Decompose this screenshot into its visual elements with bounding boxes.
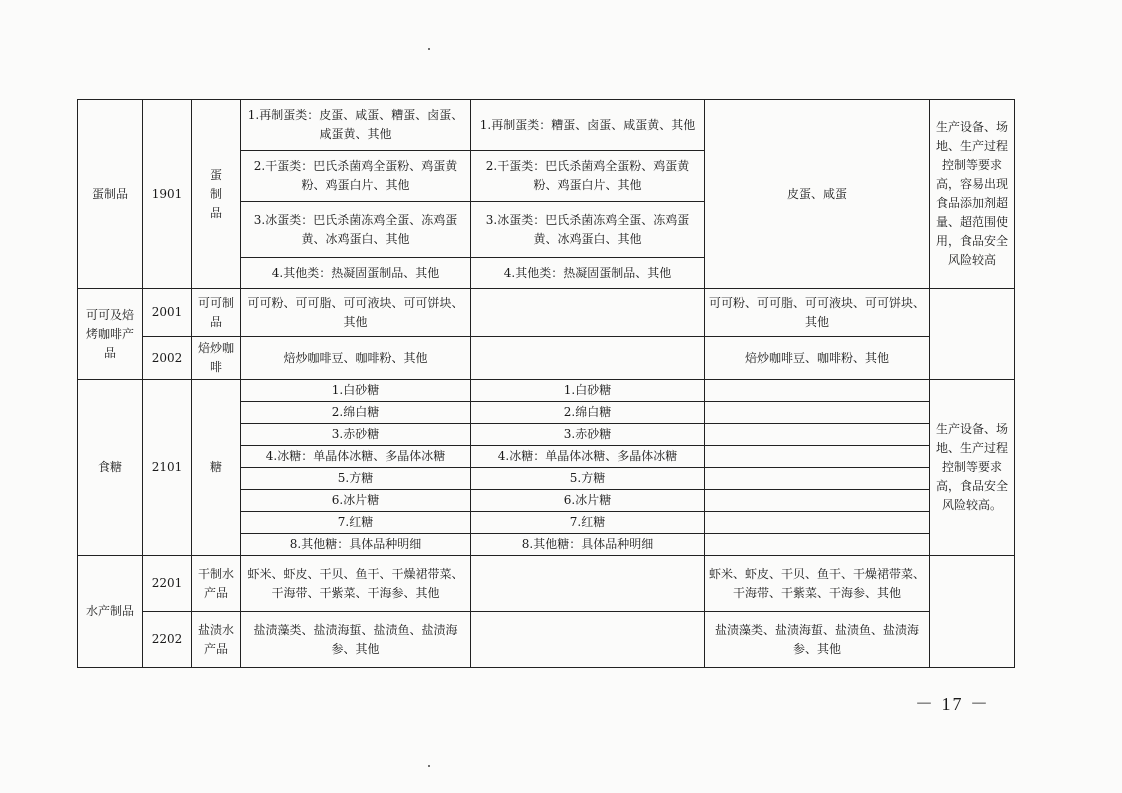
product-detail-cell: 1.再制蛋类：糟蛋、卤蛋、咸蛋黄、其他	[471, 100, 705, 151]
code-cell: 2202	[143, 612, 192, 668]
product-detail-cell: 6.冰片糖	[471, 490, 705, 512]
product-detail-cell: 2.绵白糖	[471, 402, 705, 424]
food-category-table	[77, 99, 1015, 668]
product-detail-cell	[471, 556, 705, 612]
product-detail-cell: 7.红糖	[471, 512, 705, 534]
table-row	[78, 380, 1015, 402]
product-detail-cell: 4.其他类：热凝固蛋制品、其他	[471, 258, 705, 289]
product-scope-cell: 盐渍藻类、盐渍海蜇、盐渍鱼、盐渍海参、其他	[241, 612, 471, 668]
table-row	[78, 556, 1015, 612]
product-key-cell	[705, 468, 930, 490]
code-cell: 1901	[143, 100, 192, 289]
subcategory-cell: 焙炒咖啡	[192, 337, 241, 380]
product-scope-cell: 3.赤砂糖	[241, 424, 471, 446]
product-scope-cell: 8.其他糖：具体品种明细	[241, 534, 471, 556]
table-row	[78, 612, 1015, 668]
category-cell: 蛋制品	[78, 100, 143, 289]
product-key-cell	[705, 446, 930, 468]
subcategory-cell: 干制水产品	[192, 556, 241, 612]
category-cell: 食糖	[78, 380, 143, 556]
product-key-cell: 虾米、虾皮、干贝、鱼干、干燥裙带菜、干海带、干紫菜、干海参、其他	[705, 556, 930, 612]
subcategory-cell: 蛋 制 品	[192, 100, 241, 289]
product-scope-cell: 焙炒咖啡豆、咖啡粉、其他	[241, 337, 471, 380]
table-row	[78, 100, 1015, 151]
product-scope-cell: 2.绵白糖	[241, 402, 471, 424]
product-detail-cell: 5.方糖	[471, 468, 705, 490]
product-detail-cell: 8.其他糖：具体品种明细	[471, 534, 705, 556]
product-scope-cell: 4.冰糖：单晶体冰糖、多晶体冰糖	[241, 446, 471, 468]
table-row	[78, 289, 1015, 337]
page-number: － 17 －	[915, 694, 990, 714]
product-detail-cell	[471, 337, 705, 380]
product-scope-cell: 1.白砂糖	[241, 380, 471, 402]
product-detail-cell: 3.赤砂糖	[471, 424, 705, 446]
product-key-cell: 可可粉、可可脂、可可液块、可可饼块、其他	[705, 289, 930, 337]
code-cell: 2001	[143, 289, 192, 337]
reason-cell	[930, 556, 1015, 668]
product-key-cell: 皮蛋、咸蛋	[705, 100, 930, 289]
product-detail-cell: 2.干蛋类：巴氏杀菌鸡全蛋粉、鸡蛋黄粉、鸡蛋白片、其他	[471, 151, 705, 202]
product-scope-cell: 1.再制蛋类：皮蛋、咸蛋、糟蛋、卤蛋、咸蛋黄、其他	[241, 100, 471, 151]
category-cell: 可可及焙烤咖啡产品	[78, 289, 143, 380]
product-detail-cell: 3.冰蛋类：巴氏杀菌冻鸡全蛋、冻鸡蛋黄、冰鸡蛋白、其他	[471, 202, 705, 258]
product-key-cell	[705, 534, 930, 556]
product-scope-cell: 6.冰片糖	[241, 490, 471, 512]
reason-cell	[930, 289, 1015, 380]
reason-cell: 生产设备、场地、生产过程控制等要求高，食品安全风险较高。	[930, 380, 1015, 556]
product-key-cell: 焙炒咖啡豆、咖啡粉、其他	[705, 337, 930, 380]
product-detail-cell: 4.冰糖：单晶体冰糖、多晶体冰糖	[471, 446, 705, 468]
product-scope-cell: 虾米、虾皮、干贝、鱼干、干燥裙带菜、干海带、干紫菜、干海参、其他	[241, 556, 471, 612]
product-key-cell	[705, 402, 930, 424]
code-cell: 2201	[143, 556, 192, 612]
subcategory-cell: 糖	[192, 380, 241, 556]
product-key-cell	[705, 380, 930, 402]
reason-cell: 生产设备、场地、生产过程控制等要求高，容易出现食品添加剂超量、超范围使用，食品安全风险较高	[930, 100, 1015, 289]
product-key-cell	[705, 424, 930, 446]
product-detail-cell	[471, 612, 705, 668]
product-scope-cell: 7.红糖	[241, 512, 471, 534]
table-row	[78, 337, 1015, 380]
scan-speck	[428, 48, 430, 50]
category-cell: 水产制品	[78, 556, 143, 668]
subcategory-cell: 盐渍水产品	[192, 612, 241, 668]
product-detail-cell	[471, 289, 705, 337]
product-scope-cell: 4.其他类：热凝固蛋制品、其他	[241, 258, 471, 289]
product-scope-cell: 可可粉、可可脂、可可液块、可可饼块、其他	[241, 289, 471, 337]
product-key-cell	[705, 490, 930, 512]
code-cell: 2002	[143, 337, 192, 380]
product-scope-cell: 3.冰蛋类：巴氏杀菌冻鸡全蛋、冻鸡蛋黄、冰鸡蛋白、其他	[241, 202, 471, 258]
code-cell: 2101	[143, 380, 192, 556]
subcategory-cell: 可可制品	[192, 289, 241, 337]
scan-speck	[428, 765, 430, 767]
product-key-cell: 盐渍藻类、盐渍海蜇、盐渍鱼、盐渍海参、其他	[705, 612, 930, 668]
product-scope-cell: 5.方糖	[241, 468, 471, 490]
product-scope-cell: 2.干蛋类：巴氏杀菌鸡全蛋粉、鸡蛋黄粉、鸡蛋白片、其他	[241, 151, 471, 202]
product-detail-cell: 1.白砂糖	[471, 380, 705, 402]
product-key-cell	[705, 512, 930, 534]
